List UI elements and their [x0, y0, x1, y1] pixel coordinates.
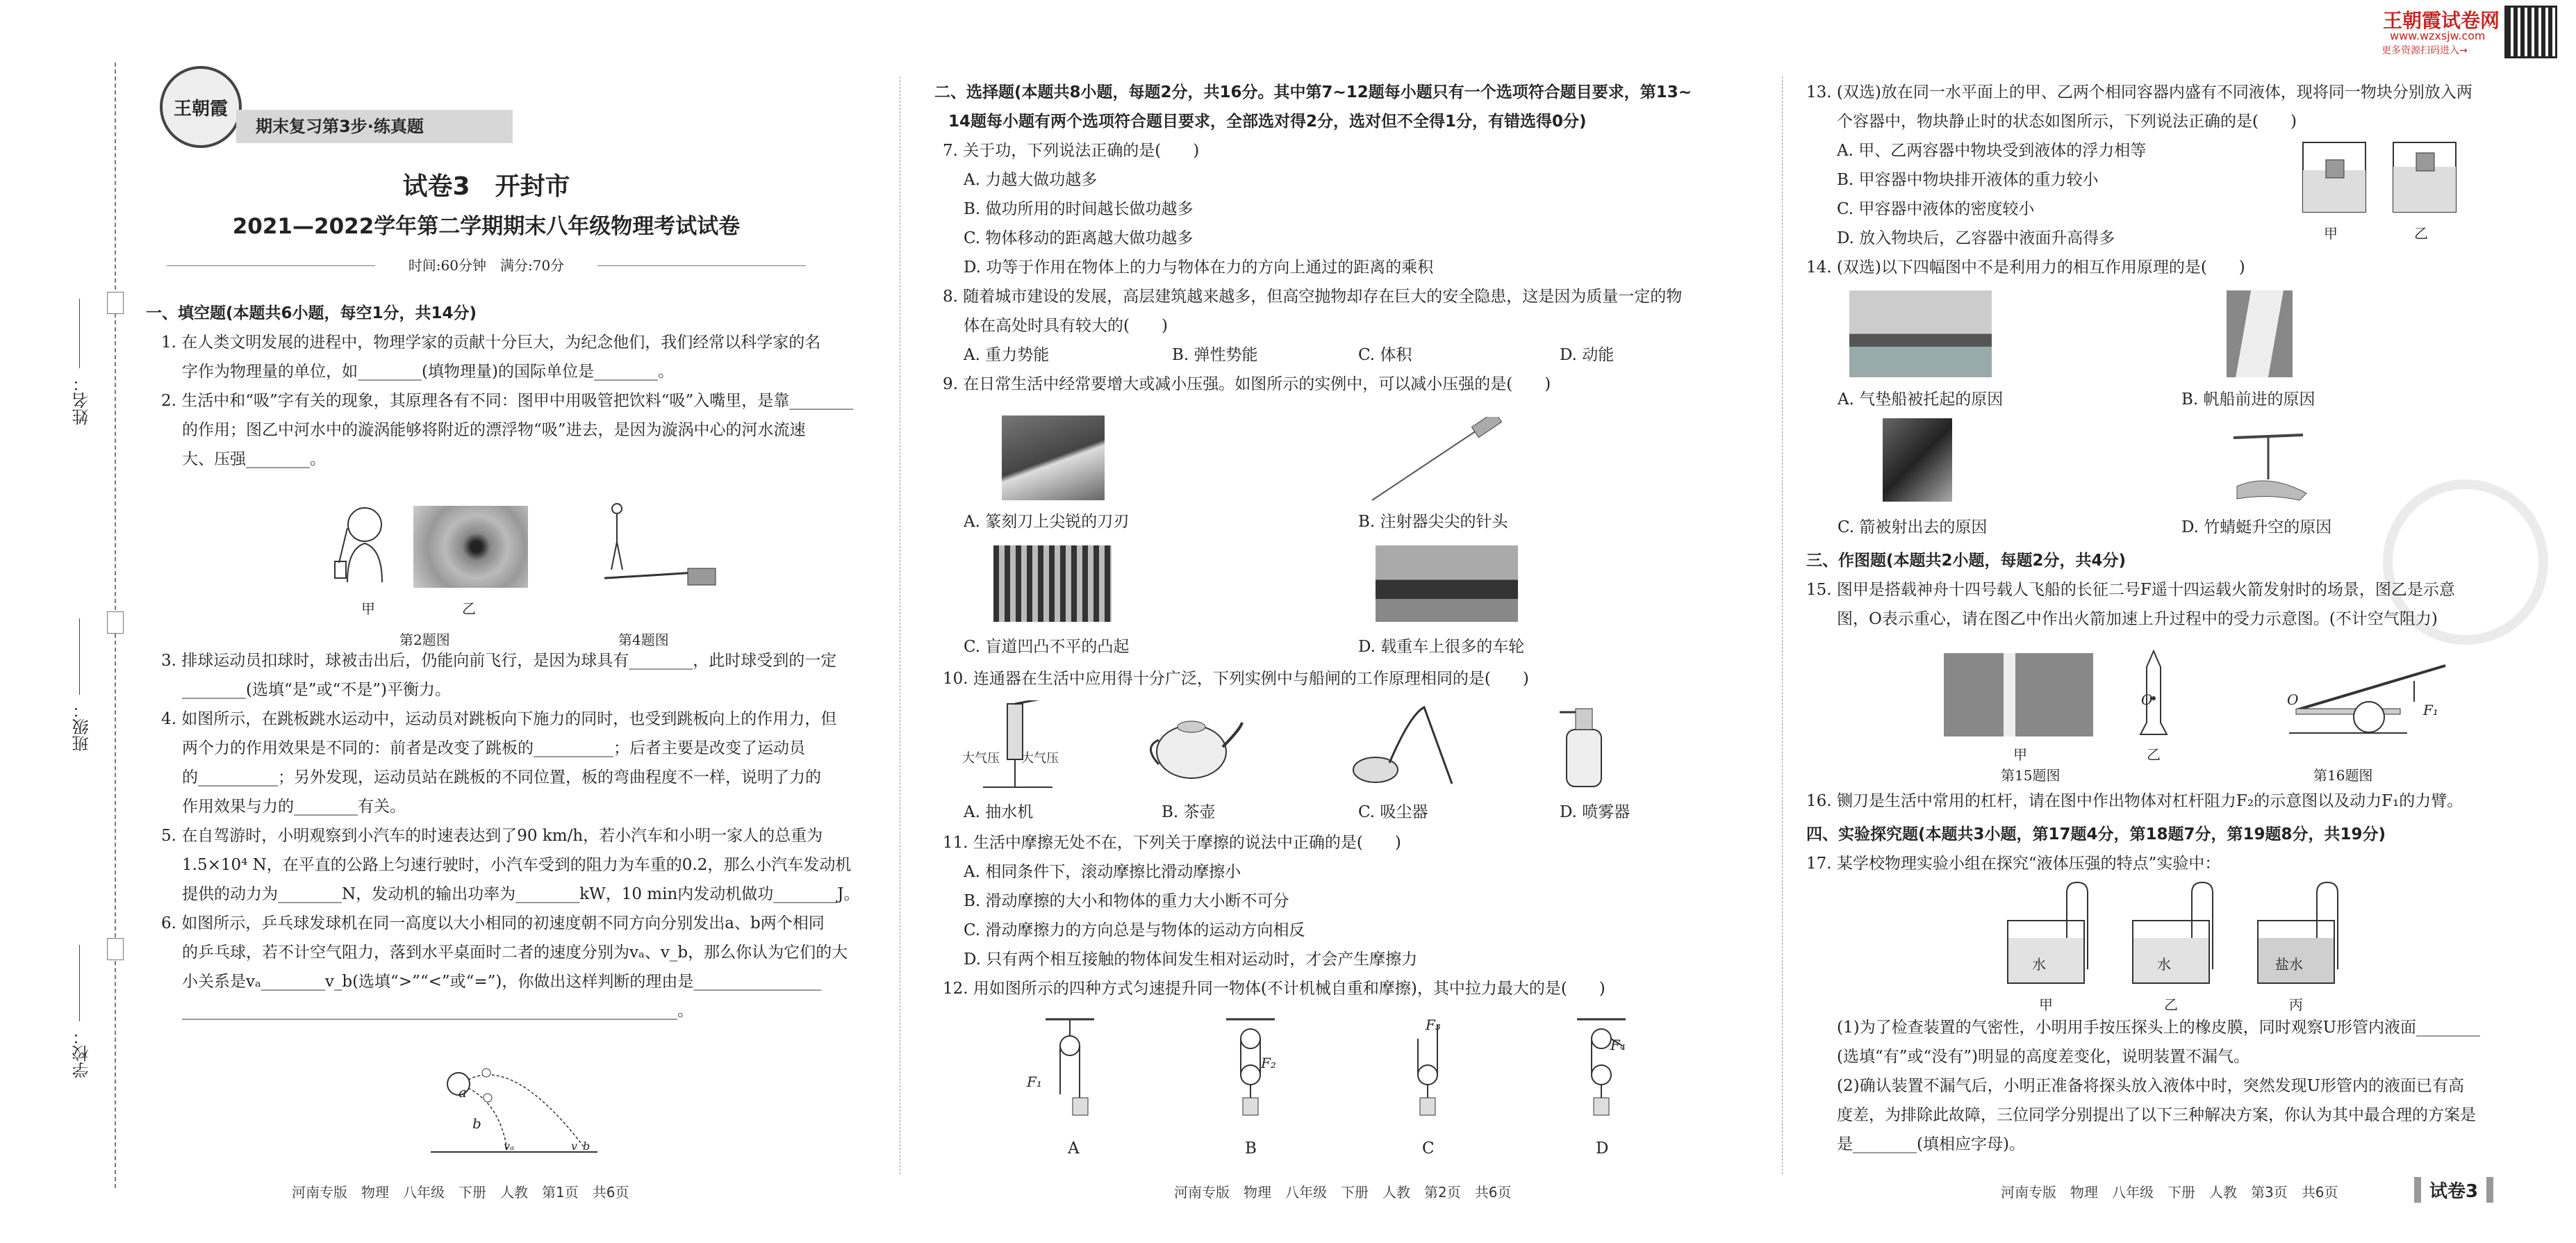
fig15-rocket-launch-image	[1944, 653, 2093, 736]
q12-option-d[interactable]: D	[1596, 1139, 1609, 1158]
q12-label-f4: F₄	[1610, 1037, 1626, 1053]
q3: 3. 排球运动员扣球时，球被击出后，仍能向前飞行，是因为球具有________，此时球受到的一定 ________(选填“是”或“不是”)平衡力。	[161, 652, 837, 699]
q10-atm-label-left: 大气压	[962, 751, 1000, 766]
fig6-label-vb: v_b	[571, 1139, 591, 1153]
qr-code-icon[interactable]	[2504, 6, 2557, 58]
col1-text	[146, 299, 882, 474]
name-line[interactable]	[79, 299, 80, 368]
q10-option-d[interactable]: D. 喷雾器	[1560, 803, 1630, 821]
exam-meta-line-right	[597, 265, 806, 266]
name-label: 姓名：	[72, 375, 92, 425]
q8-option-b[interactable]: B. 弹性势能	[1172, 346, 1258, 364]
q13-option-c[interactable]: C. 甲容器中液体的密度较小	[1837, 200, 2035, 218]
q2: 2. 生活中和“吸”字有关的现象，其原理各有不同：图甲中用吸管把饮料“吸”入嘴里，是靠________ 的作用；图乙中河水中的漩涡能够将附近的漂浮物“吸”进去，是因为漩涡中心的河水流速 大、压强________。	[161, 392, 854, 468]
q13-option-d[interactable]: D. 放入物块后，乙容器中液面升高得多	[1837, 229, 2115, 247]
footer-page-1: 河南专版 物理 八年级 下册 人教 第1页 共6页	[292, 1184, 629, 1201]
col3-text-4	[1806, 1013, 2543, 1159]
fig17-label-jia: 甲	[2039, 996, 2053, 1013]
q9-image-tactile-paving	[993, 545, 1112, 622]
site-slogan: 更多资源扫码进入→	[2381, 45, 2468, 56]
q9-option-b[interactable]: B. 注射器尖尖的针头	[1358, 513, 1508, 531]
column-divider-2	[1782, 76, 1783, 1174]
fig4-caption: 第4题图	[618, 632, 669, 648]
q10-image-pump	[969, 700, 1066, 791]
q8-option-c[interactable]: C. 体积	[1358, 346, 1412, 364]
fig2-whirlpool-image	[413, 506, 528, 588]
fig17-label-bing: 丙	[2289, 996, 2303, 1013]
q14-image-arrow	[1883, 418, 1952, 502]
fig16-label-f1: F₁	[2423, 702, 2438, 718]
q14-option-b[interactable]: B. 帆船前进的原因	[2181, 390, 2315, 409]
class-line[interactable]	[79, 618, 80, 695]
q10-image-teapot	[1139, 709, 1244, 785]
site-name[interactable]: 王朝霞试卷网	[2383, 9, 2500, 32]
q13-label-yi: 乙	[2414, 225, 2428, 242]
q4: 4. 如图所示，在跳板跳水运动中，运动员对跳板向下施力的同时，也受到跳板向上的作用力，但 两个力的作用效果是不同的：前者是改变了跳板的__________；后者主要是改变了运动员 的__________；另外发现，运动员站在跳板的不同位置，板的弯曲程度不一样，说明了力的 作用效果与力的________有关。	[161, 710, 837, 816]
binding-mark-3	[107, 938, 124, 960]
q11: 11. 生活中摩擦无处不在，下列关于摩擦的说法中正确的是( )	[943, 834, 1401, 852]
q12-label-f1: F₁	[1027, 1073, 1042, 1090]
stage-banner: 期末复习第3步·练真题	[236, 110, 513, 143]
q7-option-c[interactable]: C. 物体移动的距离越大做功越多	[964, 229, 1194, 247]
q13-containers	[2300, 139, 2459, 215]
school-label: 学校：	[72, 1028, 92, 1078]
fig15-caption: 第15题图	[2001, 767, 2061, 784]
q9-image-truck-wheels	[1376, 545, 1518, 622]
q14: 14. (双选)以下四幅图中不是利用力的相互作用原理的是( )	[1806, 258, 2245, 277]
q12-option-a[interactable]: A	[1068, 1139, 1080, 1158]
q6: 6. 如图所示，乒乓球发球机在同一高度以大小相同的初速度朝不同方向分别发出a、b两个相同 的乒乓球，若不计空气阻力，落到水平桌面时二者的速度分别为vₐ、v_b，那么你认为它们的大 小关系是vₐ________v_b(选填“>”“<”或“=”)，你做出这样判断的理由是________________ ______________________________________________________________。	[161, 914, 848, 1020]
section-drawing: 三、作图题(本题共2小题，每题2分，共4分)	[1806, 552, 2127, 570]
q14-option-c[interactable]: C. 箭被射出去的原因	[1838, 518, 1988, 536]
q9-image-syringe-needle	[1369, 417, 1514, 504]
fig17-label-salt-water: 盐水	[2275, 956, 2303, 973]
watermark-seal	[2383, 479, 2548, 645]
fig4-diving-board	[597, 500, 723, 598]
exam-meta-line-left	[167, 265, 375, 266]
q11-option-a[interactable]: A. 相同条件下，滚动摩擦比滑动摩擦小	[964, 863, 1241, 881]
binding-mark-1	[107, 292, 124, 314]
exam-title: 试卷3 开封市	[402, 172, 570, 201]
col3-text-3	[1806, 787, 2543, 878]
q8-options	[934, 340, 1761, 370]
q10: 10. 连通器在生活中应用得十分广泛，下列实例中与船闸的工作原理相同的是( )	[943, 670, 1529, 688]
q12-pulley-d	[1574, 1018, 1629, 1119]
q7-option-b[interactable]: B. 做功所用的时间越长做功越多	[964, 200, 1194, 218]
q10-option-a[interactable]: A. 抽水机	[964, 803, 1034, 821]
site-url[interactable]: www.wzxsjw.com	[2390, 29, 2486, 42]
q14-option-d[interactable]: D. 竹蜻蜓升空的原因	[2181, 518, 2332, 536]
class-label: 班级：	[72, 702, 92, 752]
q11-option-b[interactable]: B. 滑动摩擦的大小和物体的重力大小断不可分	[964, 892, 1289, 910]
fig16-caption: 第16题图	[2313, 767, 2373, 784]
q7-option-a[interactable]: A. 力越大做功越多	[964, 171, 1098, 189]
fig17-pressure-gauges	[2001, 879, 2362, 990]
fig16-label-o: O	[2287, 691, 2299, 708]
q17: 17. 某学校物理实验小组在探究“液体压强的特点”实验中：	[1806, 855, 2221, 873]
q10-option-c[interactable]: C. 吸尘器	[1358, 803, 1428, 821]
q9: 9. 在日常生活中经常要增大或减小压强。如图所示的实例中，可以减小压强的是( )	[943, 375, 1551, 393]
section-fill-blank: 一、填空题(本题共6小题，每空1分，共14分)	[146, 304, 477, 322]
fig17-label-water-2: 水	[2157, 956, 2171, 973]
binding-mark-2	[107, 611, 124, 634]
q8-option-d[interactable]: D. 动能	[1560, 346, 1615, 364]
exam-meta: 时间:60分钟 满分:70分	[408, 257, 565, 274]
q1: 1. 在人类文明发展的进程中，物理学家的贡献十分巨大，为纪念他们，我们经常以科学家的名 字作为物理量的单位，如________(填物理量)的国际单位是________。	[161, 334, 821, 381]
q13: 13. (双选)放在同一水平面上的甲、乙两个相同容器内盛有不同液体，现将同一物块分别放入两 个容器中，物块静止时的状态如图所示，下列说法正确的是( )	[1806, 83, 2472, 131]
q11-option-d[interactable]: D. 只有两个相互接触的物体间发生相对运动时，才会产生摩擦力	[964, 950, 1418, 969]
footer-page-2: 河南专版 物理 八年级 下册 人教 第2页 共6页	[1174, 1184, 1512, 1201]
q9-option-d[interactable]: D. 载重车上很多的车轮	[1358, 638, 1525, 656]
q12-label-f2: F₂	[1261, 1055, 1276, 1071]
q9-option-c[interactable]: C. 盲道凹凸不平的凸起	[964, 638, 1130, 656]
q14-image-bamboo-dragonfly	[2223, 431, 2313, 504]
q13-option-b[interactable]: B. 甲容器中物块排开液体的重力较小	[1837, 171, 2099, 189]
q12-label-f3: F₃	[1426, 1016, 1441, 1033]
q12-option-c[interactable]: C	[1422, 1139, 1435, 1158]
q5: 5. 在自驾游时，小明观察到小汽车的时速表达到了90 km/h，若小汽车和小明一家人的总重为 1.5×10⁴ N，在平直的公路上匀速行驶时，小汽车受到的阻力为车重的0.2，那么小汽车发动机 提供的动力为________N，发动机的输出功率为________kW，10 min内发动机做功________J。	[161, 827, 860, 903]
fig16-guillotine-lever	[2289, 660, 2449, 736]
section-choice: 二、选择题(本题共8小题，每题2分，共16分。其中第7~12题每小题只有一个选项符合题目要求，第13~ 14题每小题有两个选项符合题目要求，全部选对得2分，选对但不全得1分，有错选得0分)	[934, 83, 1692, 131]
q7: 7. 关于功，下列说法正确的是( )	[943, 142, 1200, 160]
school-line[interactable]	[79, 945, 80, 1021]
q13-option-a[interactable]: A. 甲、乙两容器中物块受到液体的浮力相等	[1837, 142, 2147, 160]
brand-logo	[160, 66, 242, 148]
q16: 16. 铡刀是生活中常用的杠杆，请在图中作出物体对杠杆阻力F₂的示意图以及动力F₁的力臂。	[1806, 792, 2463, 810]
q15: 15. 图甲是搭载神舟十四号载人飞船的长征二号F遥十四运载火箭发射时的场景，图乙是示意 图，O表示重心，请在图乙中作出火箭加速上升过程中的受力示意图。(不计空气阻力)	[1806, 581, 2455, 628]
q10-image-vacuum-cleaner	[1348, 700, 1459, 787]
fig15-label-yi: 乙	[2147, 746, 2161, 763]
q14-image-hovercraft	[1849, 290, 1992, 377]
fig15-label-jia: 甲	[2013, 746, 2027, 763]
footer-page-3: 河南专版 物理 八年级 下册 人教 第3页 共6页	[2001, 1184, 2338, 1201]
q12-pulley-a	[1042, 1018, 1098, 1119]
fig2-drinking-figure	[333, 500, 396, 584]
col2-text-2	[934, 828, 1761, 1003]
q12-option-b[interactable]: B	[1245, 1139, 1257, 1158]
q9-option-a[interactable]: A. 篆刻刀上尖锐的刀刃	[964, 513, 1130, 531]
q17-part2: (2)确认装置不漏气后，小明正准备将探头放入液体中时，突然发现U形管内的液面已有高 度差，为排除此故障，三位同学分别提出了以下三种解决方案，你认为其中最合理的方案是 是________(填相应字母)。	[1837, 1077, 2476, 1153]
q14-option-a[interactable]: A. 气垫船被托起的原因	[1838, 390, 2004, 409]
fig15-label-o: O	[2141, 691, 2153, 708]
exam-tag: 试卷3	[2414, 1177, 2493, 1203]
q14-image-sailboat	[2227, 290, 2293, 377]
fig2-label-jia: 甲	[361, 600, 375, 617]
q10-image-sprayer	[1556, 698, 1612, 789]
fig17-label-yi: 乙	[2164, 996, 2178, 1013]
q12: 12. 用如图所示的四种方式匀速提升同一物体(不计机械自重和摩擦)，其中拉力最大的是( )	[943, 980, 1605, 998]
q7-option-d[interactable]: D. 功等于作用在物体上的力与物体在力的方向上通过的距离的乘积	[964, 258, 1434, 277]
fig17-label-water-1: 水	[2032, 956, 2046, 973]
q10-atm-label-right: 大气压	[1021, 751, 1059, 766]
q17-part1: (1)为了检查装置的气密性，小明用手按压探头上的橡皮膜，同时观察U形管内液面________ (选填“有”或“没有”)明显的高度差变化，说明装置不漏气。	[1837, 1019, 2480, 1066]
col2-text	[934, 78, 1761, 399]
q13-label-jia: 甲	[2324, 225, 2338, 242]
q8: 8. 随着城市建设的发展，高层建筑越来越多，但高空抛物却存在巨大的安全隐患，这是因为质量一定的物 体在高处时具有较大的( )	[943, 288, 1683, 335]
fig6-label-va: vₐ	[504, 1139, 515, 1153]
q8-option-a[interactable]: A. 重力势能	[964, 346, 1050, 364]
brand-logo-text: 王朝霞	[173, 98, 228, 120]
fig6-label-b: b	[472, 1115, 481, 1132]
fig2-label-yi: 乙	[462, 600, 476, 617]
q10-option-b[interactable]: B. 茶壶	[1162, 803, 1216, 821]
fig6-label-a: a	[459, 1084, 467, 1101]
section-experiment: 四、实验探究题(本题共3小题，第17题4分，第18题7分，第19题8分，共19分)	[1806, 825, 2386, 843]
exam-subtitle: 2021—2022学年第二学期期末八年级物理考试试卷	[232, 214, 741, 239]
q9-image-carving-knife	[1002, 415, 1105, 500]
col1-text-2	[146, 646, 882, 1026]
q11-option-c[interactable]: C. 滑动摩擦力的方向总是与物体的运动方向相反	[964, 921, 1305, 939]
fig2-caption: 第2题图	[399, 632, 450, 648]
